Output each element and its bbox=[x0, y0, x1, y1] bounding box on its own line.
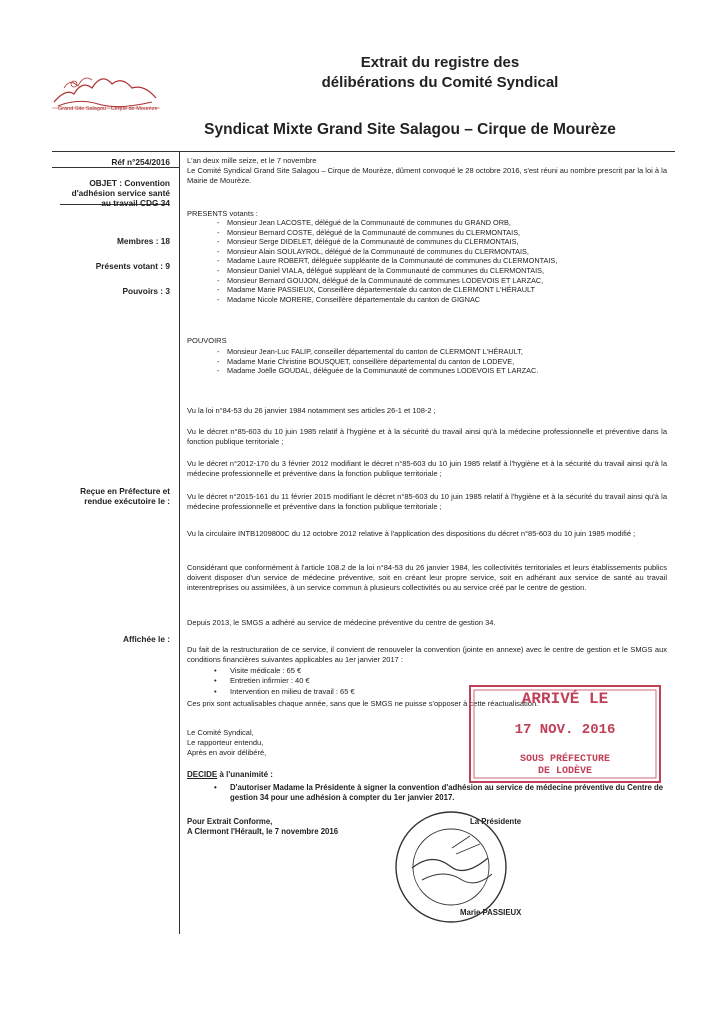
recue-line1: Reçue en Préfecture et bbox=[80, 486, 170, 496]
actualisation-paragraph: Ces prix sont actualisables chaque année, sans que le SMGS ne puisse s'opposer à cette réactualisation. bbox=[187, 699, 539, 708]
pouvoirs-count: Pouvoirs : 3 bbox=[122, 286, 170, 296]
objet-line2: d'adhésion service santé bbox=[71, 188, 170, 198]
reference-number: Réf n°254/2016 bbox=[111, 157, 170, 167]
restructuration-paragraph: Du fait de la restructuration de ce service, il convient de renouveler la convention (jointe en annexe) avec le centre de gestion et le SMGS aux conditions financières suivantes applicables au 1er janvier 2017 : bbox=[187, 645, 667, 664]
list-item: - Monsieur Alain SOULAYROL, délégué de la Communauté de communes du CLERMONTAIS, bbox=[227, 247, 557, 257]
presidente-label: La Présidente bbox=[470, 817, 522, 826]
considerant-paragraph: Considérant que conformément à l'article 108.2 de la loi n°84-53 du 26 janvier 1984, les collectivités territoriales et leurs établissements publics doivent disposer d'un service de médecine préventive, soit en créant leur propre service, soit en adhérant aux service de santé au travail interentreprises ou assimilées, à un service commun à plusieurs collectivités ou au service créé par le centre de gestion. bbox=[187, 563, 667, 592]
vu-loi-1984: Vu la loi n°84-53 du 26 janvier 1984 notamment ses articles 26-1 et 108-2 ; bbox=[187, 406, 436, 415]
comite-line2: Le rapporteur entendu, bbox=[187, 738, 264, 747]
objet-line3: au travail CDG 34 bbox=[101, 198, 170, 208]
document-title-line2: délibérations du Comité Syndical bbox=[321, 74, 559, 91]
decide-rest: à l'unanimité : bbox=[217, 770, 273, 779]
extrait-lieu-date: A Clermont l'Hérault, le 7 novembre 2016 bbox=[187, 827, 339, 836]
list-item: - Madame Laure ROBERT, déléguée suppléante de la Communauté de communes du CLERMONTAIS, bbox=[227, 256, 557, 266]
decision-list bbox=[230, 783, 666, 804]
vu-decret-2012: Vu le décret n°2012-170 du 3 février 2012 modifiant le décret n°85-603 du 10 juin 1985 relatif à l'hygiène et à la sécurité du travail ainsi qu'à la médecine professionnelle et préventive dans la fonction publique territoriale ; bbox=[187, 459, 667, 478]
decide-label: DECIDE bbox=[187, 770, 218, 779]
signataire-name: Marie PASSIEUX bbox=[460, 908, 522, 917]
objet-line1: OBJET : Convention bbox=[89, 178, 170, 188]
stamp-arrive: ARRIVÉ LE bbox=[521, 690, 609, 708]
column-divider bbox=[179, 152, 180, 934]
document-title-line1: Extrait du registre des bbox=[360, 54, 520, 71]
pouvoirs-list bbox=[227, 347, 538, 376]
comite-line1: Le Comité Syndical, bbox=[187, 728, 254, 737]
tarifs-list bbox=[230, 666, 355, 697]
presents-count: Présents votant : 9 bbox=[95, 261, 170, 271]
list-item: • Visite médicale : 65 € bbox=[230, 666, 355, 676]
list-item: - Madame Joëlle GOUDAL, déléguée de la Communauté de communes LODEVOIS ET LARZAC. bbox=[227, 366, 538, 376]
list-item: - Monsieur Serge DIDELET, délégué de la Communauté de communes du CLERMONTAIS, bbox=[227, 237, 557, 247]
vu-decret-2015: Vu le décret n°2015-161 du 11 février 2015 modifiant le décret n°85-603 du 10 juin 1985 relatif à l'hygiène et à la sécurité du travail ainsi qu'à la médecine professionnelle et préventive dans la fonction publique territoriale ; bbox=[187, 492, 667, 511]
date-line: L'an deux mille seize, et le 7 novembre bbox=[187, 156, 317, 165]
pouvoirs-heading: POUVOIRS bbox=[187, 336, 227, 345]
list-item: - Madame Nicole MORERE, Conseillère départementale du canton de GIGNAC bbox=[227, 295, 557, 305]
decision-item: • D'autoriser Madame la Présidente à signer la convention d'adhésion au service de médecine préventive du Centre de gestion 34 pour une adhésion à compter du 1er janvier 2017. bbox=[230, 783, 666, 804]
list-item: • Intervention en milieu de travail : 65 € bbox=[230, 687, 355, 697]
list-item: • Entretien infirmier : 40 € bbox=[230, 676, 355, 686]
list-item: - Monsieur Jean-Luc FALIP, conseiller départemental du canton de CLERMONT L'HÉRAULT, bbox=[227, 347, 538, 357]
depuis-2013-paragraph: Depuis 2013, le SMGS a adhéré au service de médecine préventive du centre de gestion 34. bbox=[187, 618, 496, 627]
stamp-line2: DE LODÈVE bbox=[537, 766, 592, 777]
list-item: - Monsieur Bernard GOUJON, délégué de la Communauté de communes LODEVOIS ET LARZAC, bbox=[227, 276, 557, 286]
ref-underline bbox=[52, 167, 179, 168]
header-rule bbox=[52, 151, 675, 152]
list-item: - Madame Marie PASSIEUX, Conseillère départementale du canton de CLERMONT L'HÉRAULT bbox=[227, 285, 557, 295]
extrait-conforme: Pour Extrait Conforme, bbox=[187, 817, 273, 826]
membres-count: Membres : 18 bbox=[116, 236, 170, 246]
list-item: - Madame Marie Christine BOUSQUET, conseillère départemental du canton de LODEVE, bbox=[227, 357, 538, 367]
affichee-label: Affichée le : bbox=[122, 634, 170, 644]
comite-line3: Après en avoir délibéré, bbox=[187, 748, 267, 757]
vu-circulaire-2012: Vu la circulaire INTB1209800C du 12 octobre 2012 relative à l'application des dispositions du décret n°85-603 du 10 juin 1985 modifié ; bbox=[187, 529, 636, 538]
stamp-date: 17 NOV. 2016 bbox=[514, 722, 616, 738]
list-item: - Monsieur Daniel VIALA, délégué suppléant de la Communauté de communes du CLERMONTAIS, bbox=[227, 266, 557, 276]
convocation-paragraph: Le Comité Syndical Grand Site Salagou – Cirque de Mourèze, dûment convoqué le 28 octobre 2016, s'est réuni au nombre prescrit par la loi à la Mairie de Mourèze. bbox=[187, 166, 667, 185]
list-item: - Monsieur Jean LACOSTE, délégué de la Communauté de communes du GRAND ORB, bbox=[227, 218, 557, 228]
list-item: - Monsieur Bernard COSTE, délégué de la Communauté de communes du CLERMONTAIS, bbox=[227, 228, 557, 238]
document-subtitle: Syndicat Mixte Grand Site Salagou – Cirque de Mourèze bbox=[204, 121, 616, 138]
logo-caption: Grand Site Salagou · Cirque de Mourèze bbox=[58, 106, 158, 112]
presents-heading: PRESENTS votants : bbox=[187, 209, 258, 218]
recue-line2: rendue exécutoire le : bbox=[84, 496, 170, 506]
stamp-line1: SOUS PRÉFECTURE bbox=[519, 754, 610, 765]
syndicat-seal bbox=[392, 808, 510, 926]
vu-decret-1985: Vu le décret n°85-603 du 10 juin 1985 relatif à l'hygiène et à la sécurité du travail ainsi qu'à la médecine professionnelle et préventive dans la fonction publique territoriale ; bbox=[187, 427, 667, 446]
presents-list bbox=[227, 218, 557, 304]
